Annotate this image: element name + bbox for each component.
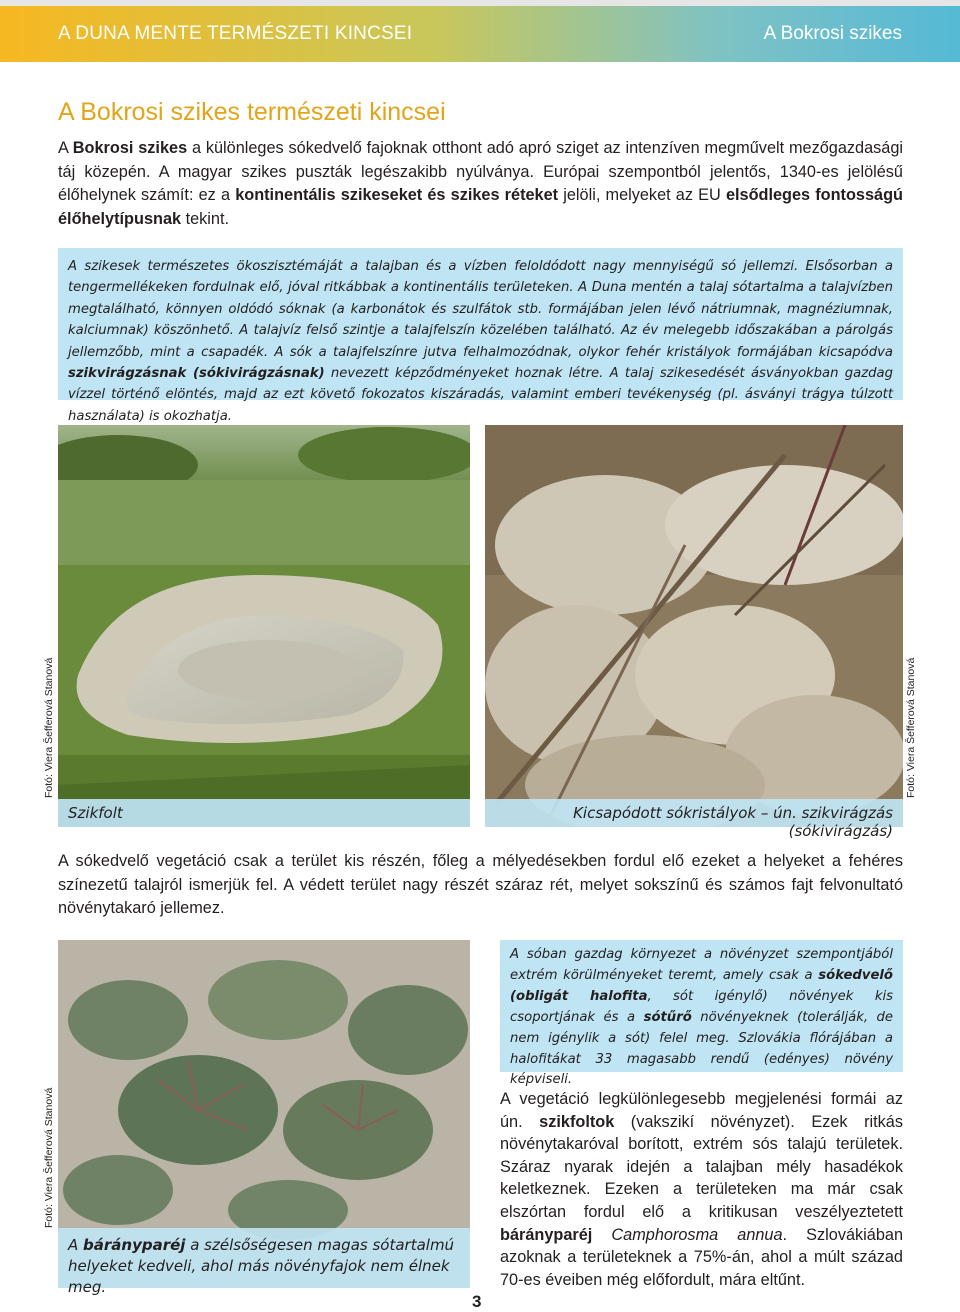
page-title: A Bokrosi szikes természeti kincsei <box>58 98 446 126</box>
photo-caption-salt-crystals: Kicsapódott sókristályok – ún. szikvirágzás (sókivirágzás) <box>485 799 903 827</box>
info-box-saline-ecosystem <box>58 248 903 424</box>
photo-credit: Fotó: Viera Šefferová Stanová <box>905 657 917 798</box>
header-chapter-title: A Bokrosi szikes <box>763 23 902 44</box>
photo-credit: Fotó: Viera Šefferová Stanová <box>43 1087 55 1228</box>
info-box-text: A szikesek természetes ökoszisztémáját a talajban és a vízben feloldódott nagy mennyiségű só jellemzi. Elsősorban a tengermellékeken fordulnak elő, jóval ritkábbak a kontinentális területeken. A Duna mentén a talaj sótartalma a talajvízben megtalálható, könnyen oldódó sóknak (a karbonátok és szulfátok stb. formájában jelen lévő nátriumnak, magnéziumnak, kalciumnak) köszönhető. A talajvíz felső szintje a talajfelszín közelében található. Az év melegebb időszakában a párolgás jellemzőbb, mint a csapadék. A sók a talajfelszínre jutva felhalmozódnak, olykor fehér kristályok formájában kicsapódva szikvirágzásnak (sókivirágzásnak) nevezett képződményeket hoznak létre. A talaj szikesedését ásványokban gazdag vízzel történő elöntés, majd az ezt követő fokozatos kiszáradás, valamint emberi tevékenység (pl. ásványi trágya túlzott használata) is okozhatja. <box>68 259 893 424</box>
photo-salt-efflorescence <box>485 425 903 827</box>
body-paragraph-vegetation: A sókedvelő vegetáció csak a terület kis részén, főleg a mélyedésekben fordul elő ezeket a helyeket a fehéres színezetű talajról ismerjük fel. A védett terület nagy részét száraz rét, melyet sokszínű és számos fajt felvonultató növénytakaró jellemez. <box>58 852 903 918</box>
photo-caption-camphorosma: A bárányparéj a szélsőségesen magas sótartalmú helyeket kedveli, ahol más növényfajok nem élnek meg. <box>58 1228 470 1288</box>
info-box-text: A sóban gazdag környezet a növényzet szempontjából extrém körülményeket teremt, amely csak a sókedvelő (obligát halofita, sót igénylő) növények kis csoportjának és a sótűrő növényeknek (tolerálják, de nem igénylik a sót) felel meg. Szlovákia flórájában a halofitákat 33 magasabb rendű (edényes) növény képviseli. <box>510 947 893 1088</box>
info-box-halophytes <box>500 940 903 1088</box>
page-number: 3 <box>472 1292 482 1311</box>
header-banner <box>0 6 960 62</box>
photo-saline-patch <box>58 425 470 827</box>
header-section-title: A DUNA MENTE TERMÉSZETI KINCSEI <box>58 23 413 44</box>
photo-caption-saline-patch: Szikfolt <box>58 799 470 827</box>
photo-credit: Fotó: Viera Šefferová Stanová <box>43 657 55 798</box>
intro-paragraph: A Bokrosi szikes a különleges sókedvelő fajoknak otthont adó apró sziget az intenzíven megművelt mezőgazdasági táj közepén. A magyar szikes puszták legészakibb nyúlványa. Európai szempontból jelentős, 1340-es jelölésű élőhelynek számít: ez a kontinentális szikeseket és szikes réteket jelöli, melyeket az EU elsődleges fontosságú élőhelytípusnak tekint. <box>58 139 904 228</box>
body-paragraph-saline-patches: A vegetáció legkülönlegesebb megjelenési formái az ún. szikfoltok (vakszikí növényzet). Ezek ritkás növénytakaróval borított, extrém sós talajú területek. Száraz nyarak idején a talajban mély hasadékok keletkeznek. Ezeken a területeken ma már csak elszórtan fordul elő a kritikusan veszélyeztetett bárányparéj Camphorosma annua. Szlovákiában azoknak a területeknek a 75%-án, ahol a múlt század 70-es éveiben még előfordult, mára eltűnt. <box>500 1090 903 1289</box>
